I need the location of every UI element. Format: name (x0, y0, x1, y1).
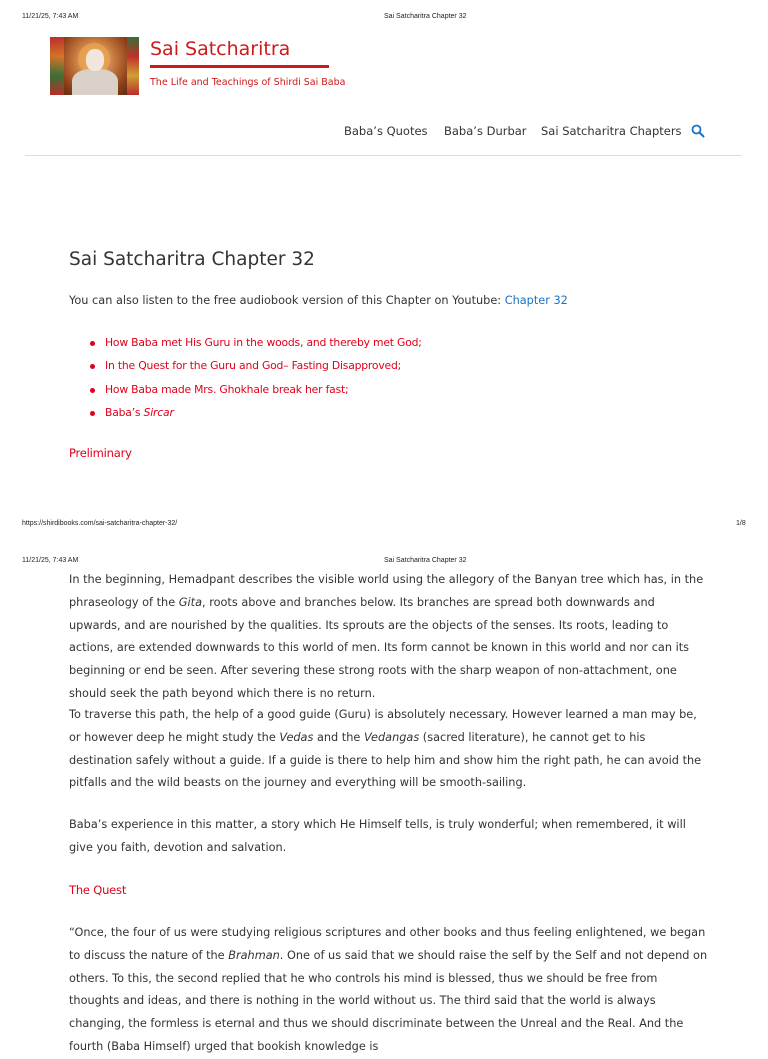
paragraph-quest: “Once, the four of us were studying religious scriptures and other books and thus feeling enlightened, we began to discuss the nature of the Brahman. One of us said that we should raise the self by the Self and not depend on others. To this, the second replied that he who controls his mind is blessed, thus we should be free from thoughts and ideas, and there is nothing in the world without us. The third said that the world is always changing, the formless is eternal and thus we should discriminate between the Unreal and the Real. And the fourth (Baba Himself) urged that bookish knowledge is (69, 926, 708, 1053)
toc-item-italic: Sircar (143, 405, 174, 419)
section-the-quest: The Quest (69, 883, 127, 897)
print-url: https://shirdibooks.com/sai-satcharitra-chapter-32/ (22, 520, 178, 527)
print-doc-title: Sai Satcharitra Chapter 32 (384, 557, 467, 564)
site-logo-image[interactable] (50, 37, 139, 95)
toc-item[interactable] (105, 405, 422, 428)
title-underline (150, 65, 329, 68)
site-tagline: The Life and Teachings of Shirdi Sai Baba (150, 77, 346, 88)
site-title[interactable]: Sai Satcharitra (150, 38, 291, 60)
print-page-number: 1/8 (736, 520, 746, 527)
print-datetime: 11/21/25, 7:43 AM (22, 13, 79, 20)
section-preliminary: Preliminary (69, 446, 132, 460)
nav-satcharitra-chapters[interactable]: Sai Satcharitra Chapters (541, 124, 682, 138)
print-doc-title: Sai Satcharitra Chapter 32 (384, 13, 467, 20)
main-nav (0, 124, 768, 140)
intro-text: You can also listen to the free audiobook version of this Chapter on Youtube: (69, 294, 505, 307)
nav-babas-quotes[interactable]: Baba’s Quotes (344, 124, 428, 138)
toc-item-text: Baba’s (105, 405, 144, 419)
paragraph-experience: Baba’s experience in this matter, a story which He Himself tells, is truly wonderful; when remembered, it will give you faith, devotion and salvation. (69, 818, 686, 854)
header-divider (25, 155, 742, 156)
audiobook-intro (69, 290, 709, 313)
nav-babas-durbar[interactable]: Baba’s Durbar (444, 124, 527, 138)
paragraph-banyan: In the beginning, Hemadpant describes the visible world using the allegory of the Banyan tree which has, in the phraseology of the Gita, roots above and branches below. Its branches are spread both downwards and upwards, and are nourished by the qualities. Its sprouts are the objects of the senses. Its roots, leading to actions, are extended downwards to this world of men. Its form cannot be known in this world and nor can its beginning or end be seen. After severing these strong roots with the sharp weapon of non-attachment, one should seek the path beyond which there is no return. (69, 573, 704, 700)
chapter-toc (88, 335, 422, 428)
toc-item[interactable]: How Baba met His Guru in the woods, and thereby met God; (105, 335, 422, 358)
chapter-32-link[interactable]: Chapter 32 (504, 294, 568, 307)
article-title: Sai Satcharitra Chapter 32 (69, 249, 315, 270)
toc-item[interactable]: In the Quest for the Guru and God– Fasting Disapproved; (105, 358, 422, 381)
print-datetime: 11/21/25, 7:43 AM (22, 557, 79, 564)
toc-item[interactable]: How Baba made Mrs. Ghokhale break her fast; (105, 382, 422, 405)
search-icon[interactable] (691, 124, 705, 138)
paragraph-guide: To traverse this path, the help of a good guide (Guru) is absolutely necessary. However learned a man may be, or however deep he might study the Vedas and the Vedangas (sacred literature), he cannot get to his destination safely without a guide. If a guide is there to help him and show him the right path, he can avoid the pitfalls and the wild beasts on the journey and everything will be smooth-sailing. (69, 708, 702, 790)
